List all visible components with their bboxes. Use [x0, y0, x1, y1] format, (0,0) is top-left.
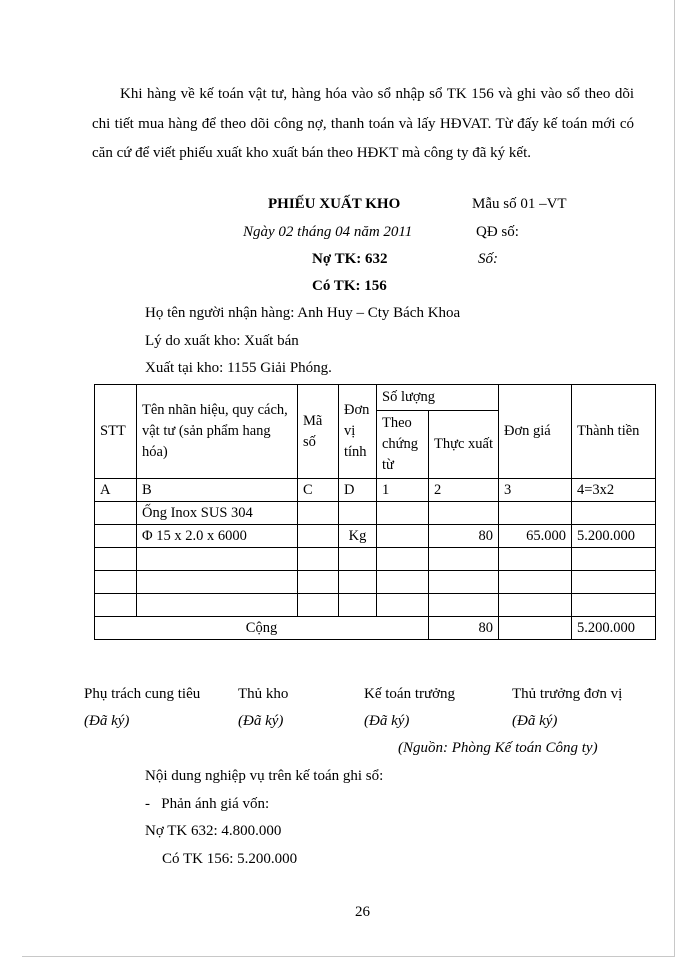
receiver-line: Họ tên người nhận hàng: Anh Huy – Cty Bách Khoa: [145, 305, 461, 321]
warehouse-line: Xuất tại kho: 1155 Giải Phóng.: [145, 360, 332, 376]
item-name: Ống Inox SUS 304: [137, 502, 298, 525]
signature-title-director: Thủ trưởng đơn vị: [512, 686, 623, 702]
table-cell: [572, 594, 656, 617]
table-cell: [95, 502, 137, 525]
table-cell: [339, 502, 377, 525]
table-row: [95, 594, 656, 617]
signature-title-supply: Phụ trách cung tiêu: [84, 686, 201, 702]
table-cell: [377, 548, 429, 571]
table-row: [95, 571, 656, 594]
table-cell: [572, 571, 656, 594]
header-price: Đơn giá: [499, 385, 572, 479]
slip-title: PHIẾU XUẤT KHO: [268, 196, 401, 212]
table-cell: [499, 594, 572, 617]
item-quantity: 80: [429, 525, 499, 548]
signature-title-chief-accountant: Kế toán trưởng: [364, 686, 456, 702]
table-cell: [499, 617, 572, 640]
table-cell: [572, 502, 656, 525]
table-row: [95, 502, 656, 525]
table-cell: D: [339, 479, 377, 502]
header-code: Mã số: [298, 385, 339, 479]
table-cell: [499, 502, 572, 525]
entry-credit: Có TK 156: 5.200.000: [162, 851, 298, 867]
slip-number: Số:: [478, 251, 498, 267]
item-unit: Kg: [339, 525, 377, 548]
table-cell: [339, 548, 377, 571]
issue-slip-table: [94, 384, 656, 640]
table-cell: [298, 502, 339, 525]
table-cell: [499, 548, 572, 571]
total-quantity: 80: [429, 617, 499, 640]
entries-bullet: - Phản ánh giá vốn:: [145, 796, 270, 812]
header-name: Tên nhãn hiệu, quy cách, vật tư (sản phẩm hang hóa): [137, 385, 298, 479]
table-cell: 1: [377, 479, 429, 502]
item-amount: 5.200.000: [572, 525, 656, 548]
total-label: Cộng: [95, 617, 429, 640]
decision-number: QĐ số:: [476, 224, 519, 240]
table-cell: [137, 548, 298, 571]
header-quantity: Số lượng: [377, 385, 499, 411]
table-cell: [429, 571, 499, 594]
table-cell: A: [95, 479, 137, 502]
header-qty-actual: Thực xuất: [429, 411, 499, 479]
table-cell: [377, 525, 429, 548]
table-cell: [429, 548, 499, 571]
header-stt: STT: [95, 385, 137, 479]
table-cell: [499, 571, 572, 594]
source-note: (Nguồn: Phòng Kế toán Công ty): [398, 740, 598, 756]
signature-supply: (Đã ký): [84, 713, 130, 729]
signature-chief-accountant: (Đã ký): [364, 713, 410, 729]
total-row: [95, 617, 656, 640]
table-cell: [298, 548, 339, 571]
table-cell: [137, 594, 298, 617]
header-amount: Thành tiền: [572, 385, 656, 479]
table-cell: [298, 571, 339, 594]
table-cell: 3: [499, 479, 572, 502]
reason-line: Lý do xuất kho: Xuất bán: [145, 333, 299, 349]
table-cell: [339, 571, 377, 594]
table-cell: [377, 502, 429, 525]
signature-director: (Đã ký): [512, 713, 558, 729]
table-cell: [137, 571, 298, 594]
table-cell: [377, 594, 429, 617]
slip-date: Ngày 02 tháng 04 năm 2011: [243, 224, 413, 240]
item-price: 65.000: [499, 525, 572, 548]
table-cell: 2: [429, 479, 499, 502]
table-cell: [572, 548, 656, 571]
table-header-row: [95, 385, 656, 411]
form-number: Mẫu số 01 –VT: [472, 196, 567, 212]
table-row: [95, 525, 656, 548]
index-row: [95, 479, 656, 502]
table-cell: 4=3x2: [572, 479, 656, 502]
header-qty-doc: Theo chứng từ: [377, 411, 429, 479]
table-cell: C: [298, 479, 339, 502]
debit-account: Nợ TK: 632: [312, 251, 388, 267]
entries-intro: Nội dung nghiệp vụ trên kế toán ghi sổ:: [145, 768, 384, 784]
intro-paragraph: Khi hàng về kế toán vật tư, hàng hóa vào sổ nhập sổ TK 156 và ghi vào sổ theo dõi chi tiết mua hàng để theo dõi công nợ, thanh toán và lấy HĐVAT. Từ đấy kế toán mới có căn cứ để viết phiếu xuất kho xuất bán theo HĐKT mà công ty đã ký kết.: [92, 86, 634, 161]
credit-account: Có TK: 156: [312, 278, 387, 294]
signature-storekeeper: (Đã ký): [238, 713, 284, 729]
total-amount: 5.200.000: [572, 617, 656, 640]
table-cell: B: [137, 479, 298, 502]
page-number: 26: [355, 904, 370, 920]
signature-title-storekeeper: Thủ kho: [238, 686, 289, 702]
table-cell: [95, 525, 137, 548]
table-cell: [298, 525, 339, 548]
table-cell: [95, 594, 137, 617]
table-cell: [95, 571, 137, 594]
entry-debit: Nợ TK 632: 4.800.000: [145, 823, 282, 839]
table-cell: [95, 548, 137, 571]
item-spec: Φ 15 x 2.0 x 6000: [137, 525, 298, 548]
table-cell: [429, 502, 499, 525]
table-cell: [298, 594, 339, 617]
table-cell: [429, 594, 499, 617]
header-unit: Đơn vị tính: [339, 385, 377, 479]
table-row: [95, 548, 656, 571]
table-cell: [377, 571, 429, 594]
table-cell: [339, 594, 377, 617]
